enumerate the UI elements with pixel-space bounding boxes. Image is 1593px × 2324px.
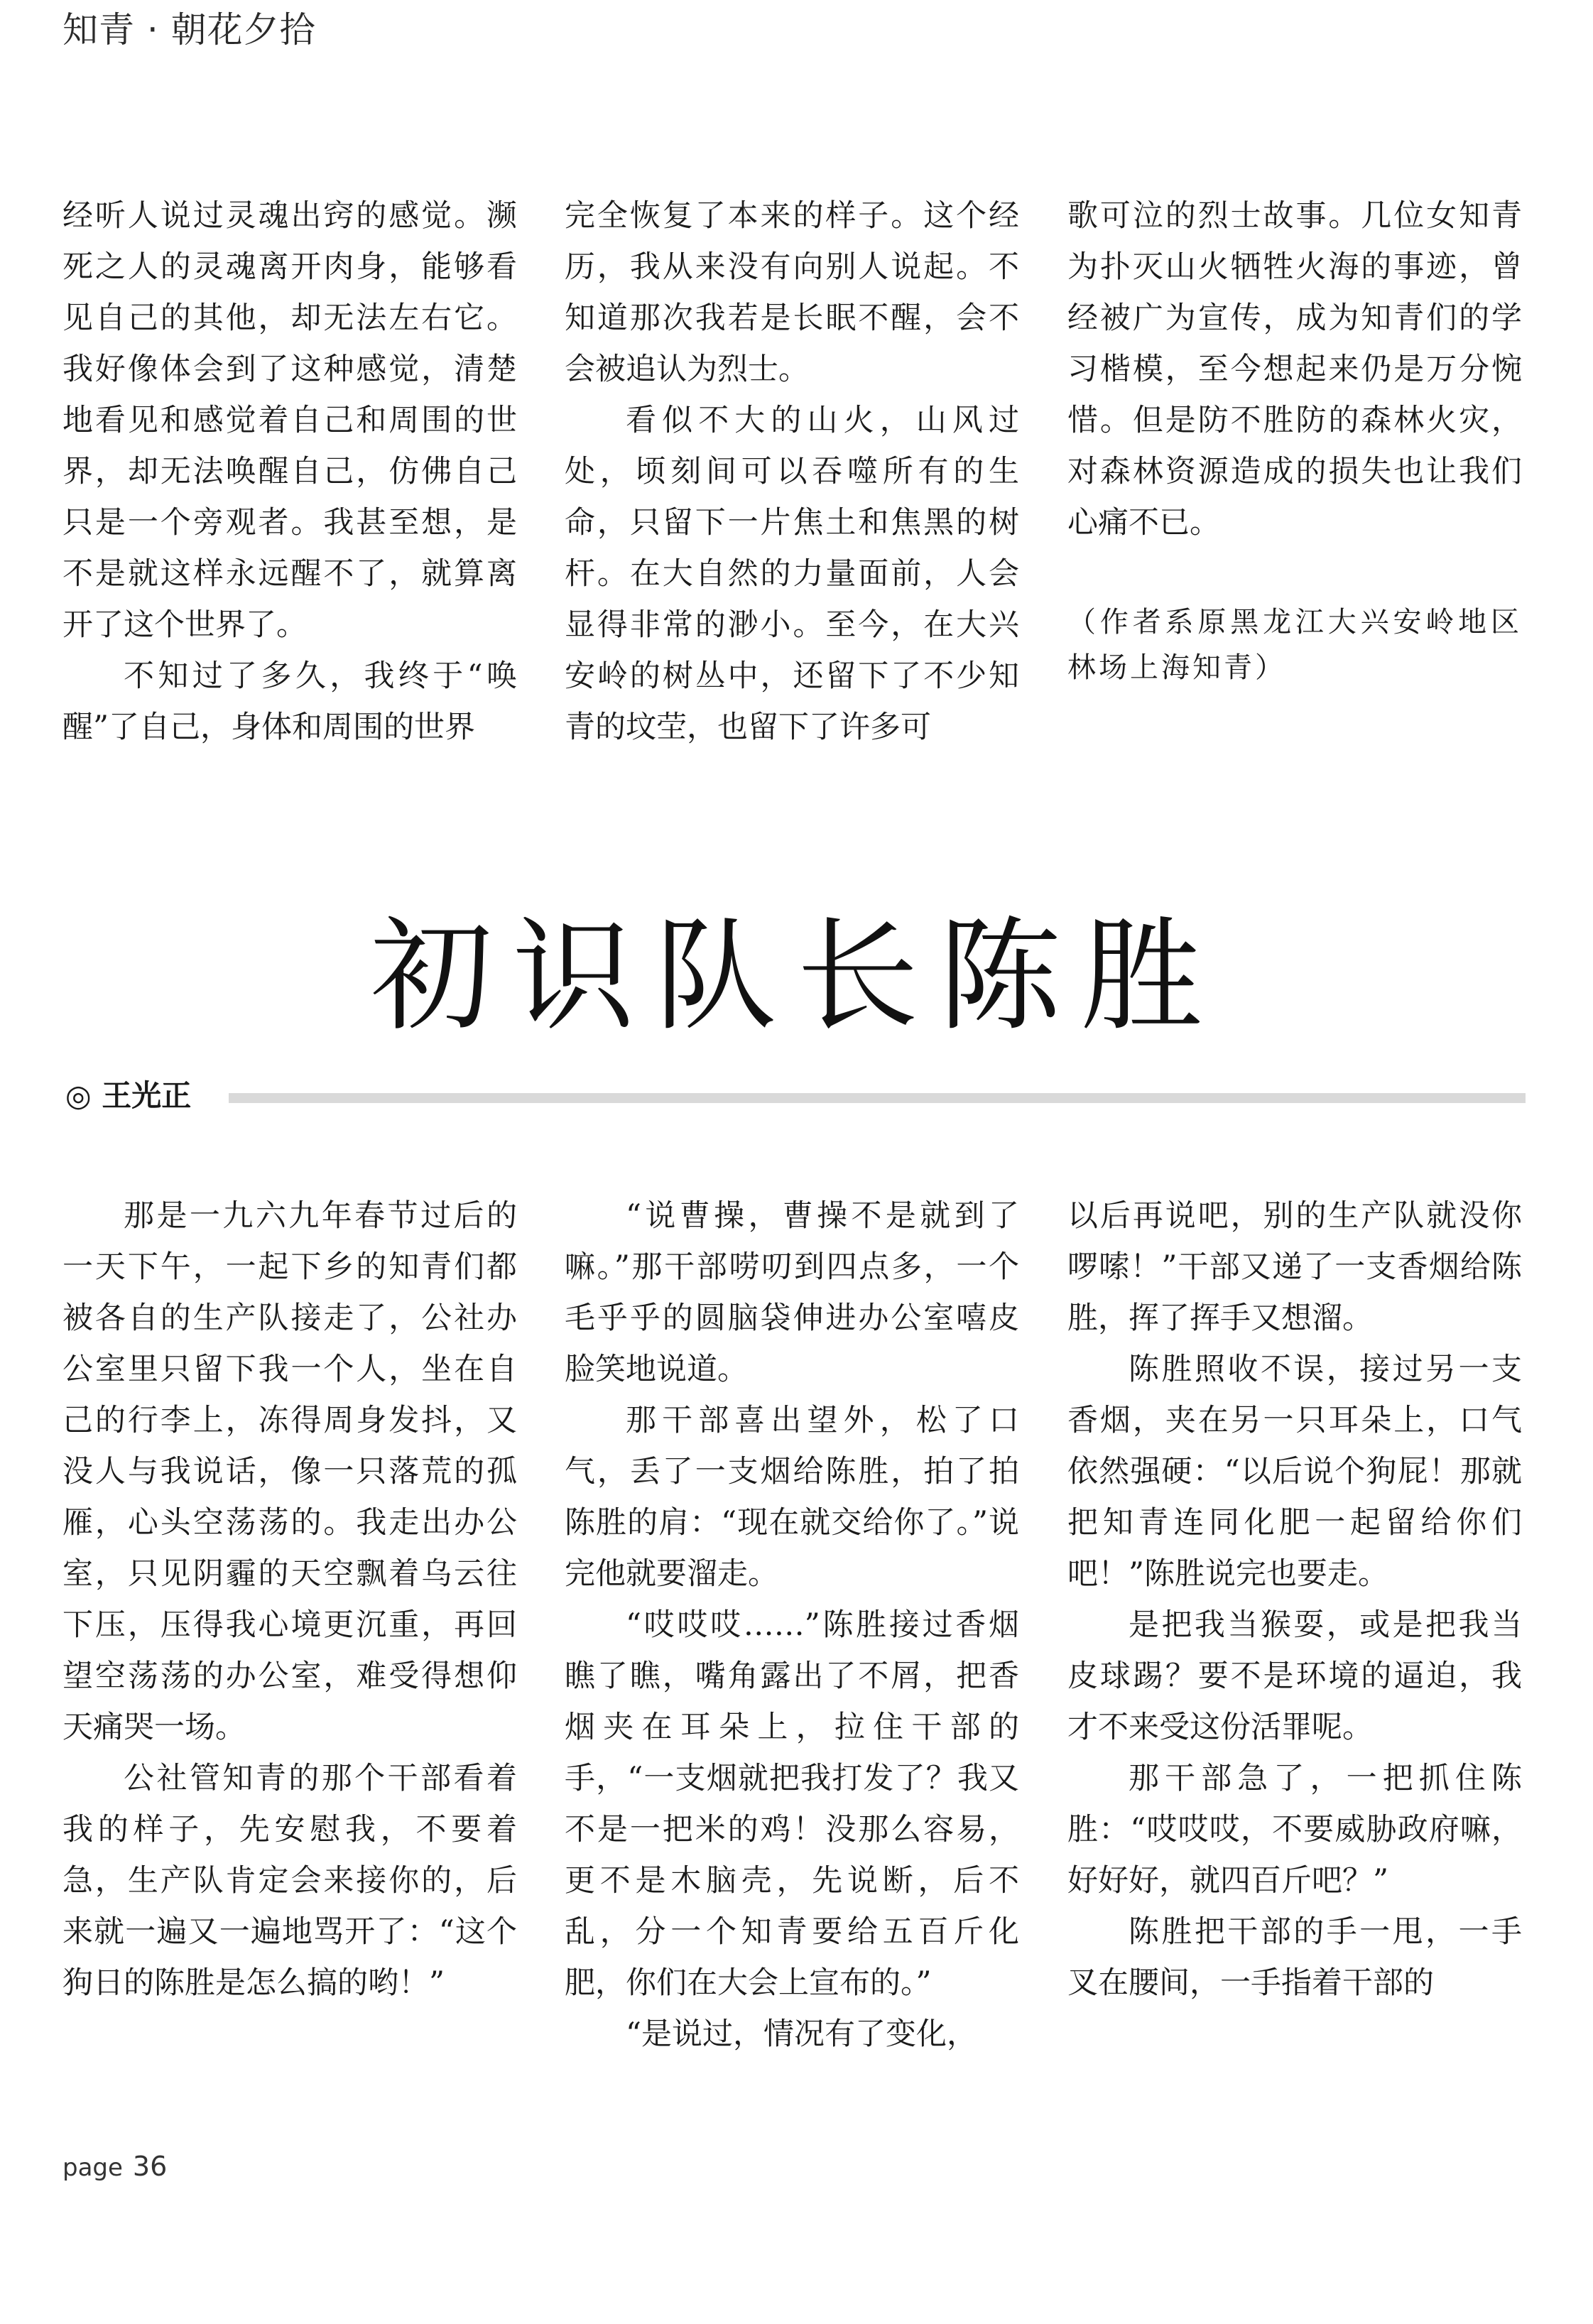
paragraph: 完全恢复了本来的样子。这个经历，我从来没有向别人说起。不知道那次我若是长眠不醒，会不会被追认为烈士。 [565, 198, 1019, 387]
prev-article-column-1 [62, 190, 517, 753]
paragraph: 那干部急了，一把抓住陈胜：“哎哎哎，不要威胁政府嘛，好好好，就四百斤吧？” [1067, 1761, 1522, 1899]
paragraph: 那是一九六九年春节过后的一天下午，一起下乡的知青们都被各自的生产队接走了，公社办公室里只留下我一个人，坐在自己的行李上，冻得周身发抖，又没人与我说话，像一只落荒的孤雁，心头空荡荡的。我走出办公室，只见阴霾的天空飘着乌云往下压，压得我心境更沉重，再回望空荡荡的办公室，难受得想仰天痛哭一场。 [62, 1198, 517, 1745]
paragraph: “是说过，情况有了变化， [626, 2016, 977, 2052]
paragraph: 陈胜照收不误，接过另一支香烟，夹在另一只耳朵上，口气依然强硬：“以后说个狗屁！那就把知青连同化肥一起留给你们吧！”陈胜说完也要走。 [1067, 1352, 1522, 1592]
paragraph: “哎哎哎……”陈胜接过香烟瞧了瞧，嘴角露出了不屑，把香烟夹在耳朵上，拉住干部的手，“一支烟就把我打发了？我又不是一把米的鸡！没那么容易，更不是木脑壳，先说断，后不乱，分一个知青要给五百斤化肥，你们在大会上宣布的。” [565, 1607, 1019, 2001]
paragraph: 那干部喜出望外，松了口气，丢了一支烟给陈胜，拍了拍陈胜的肩：“现在就交给你了。”说完他就要溜走。 [565, 1403, 1019, 1592]
paragraph: 经听人说过灵魂出窍的感觉。濒死之人的灵魂离开肉身，能够看见自己的其他，却无法左右它。我好像体会到了这种感觉，清楚地看见和感觉着自己和周围的世界，却无法唤醒自己，仿佛自己只是一个旁观者。我甚至想，是不是就这样永远醒不了，就算离开了这个世界了。 [62, 198, 517, 643]
page-number: 36 [132, 2151, 168, 2182]
author-divider [229, 1093, 1526, 1103]
paragraph: 看似不大的山火，山风过处，顷刻间可以吞噬所有的生命，只留下一片焦土和焦黑的树杆。在大自然的力量面前，人会显得非常的渺小。至今，在大兴安岭的树丛中，还留下了不少知青的坟茔，也留下了许多可 [565, 403, 1019, 745]
page-footer [62, 2151, 167, 2182]
page-label: page [62, 2154, 123, 2182]
paragraph: 歌可泣的烈士故事。几位女知青为扑灭山火牺牲火海的事迹，曾经被广为宣传，成为知青们的学习楷模，至今想起来仍是万分惋惜。但是防不胜防的森林火灾，对森林资源造成的损失也让我们心痛不已。 [1067, 198, 1522, 541]
prev-article-column-2 [565, 190, 1019, 753]
paragraph: “说曹操，曹操不是就到了嘛。”那干部唠叨到四点多，一个毛乎乎的圆脑袋伸进办公室嘻皮脸笑地说道。 [565, 1198, 1019, 1387]
article-column-1 [62, 1190, 517, 2060]
article-author: ◎ 王光正 [65, 1078, 192, 1113]
paragraph: 是把我当猴耍，或是把我当皮球踢？要不是环境的逼迫，我才不来受这份活罪呢。 [1067, 1607, 1522, 1745]
author-note: （作者系原黑龙江大兴安岭地区林场上海知青） [1067, 606, 1522, 684]
article-column-2 [565, 1190, 1019, 2060]
paragraph: 陈胜把干部的手一甩，一手叉在腰间，一手指着干部的 [1067, 1914, 1522, 2001]
article-column-3 [1067, 1190, 1522, 2060]
paragraph: 公社管知青的那个干部看着我的样子，先安慰我，不要着急，生产队肯定会来接你的，后来就一遍又一遍地骂开了：“这个狗日的陈胜是怎么搞的哟！” [62, 1761, 517, 2001]
paragraph: 以后再说吧，别的生产队就没你啰嗦！”干部又递了一支香烟给陈胜，挥了挥手又想溜。 [1067, 1198, 1522, 1336]
magazine-section-header: 知青 · 朝花夕拾 [62, 9, 316, 50]
article-title: 初识队长陈胜 [370, 905, 1223, 1048]
paragraph: 不知过了多久，我终于“唤醒”了自己，身体和周围的世界 [62, 658, 517, 745]
prev-article-column-3 [1067, 190, 1522, 753]
